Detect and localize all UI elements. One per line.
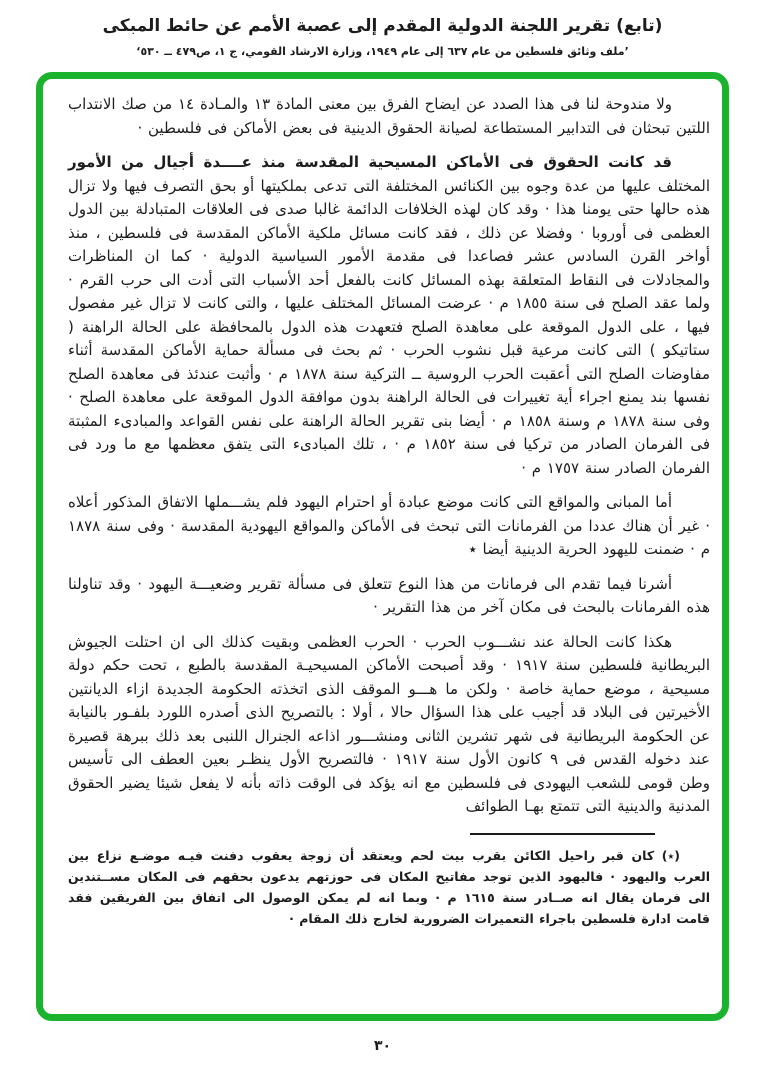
document-title: (تابع) تقرير اللجنة الدولية المقدم إلى عصبة الأمم عن حائط المبكى	[102, 16, 663, 36]
paragraph-3: أما المبانى والمواقع التى كانت موضع عبادة أو احترام اليهود فلم يشـــملها الاتفاق المذكور أعلاه · غير أن هناك عددا من الفرمانات التى تبحث فى الأماكن والمواقع اليهودية المقدسة · وفى سنة ١٨٧٨ م · ضمنت لليهود الحرية الدينية أيضا ٭	[68, 493, 710, 558]
paragraph-5: هكذا كانت الحالة عند نشـــوب الحرب · الحرب العظمى وبقيت كذلك الى ان احتلت الجيوش البريطانية فلسطين سنة ١٩١٧ · وقد أصبحت الأماكن المسيحيـة المقدسة بالطبع ، تحت حكم دولة مسيحية ، موضع حماية خاصة · ولكن ما هـــو الموقف الذى اتخذته الحكومة الجديدة ازاء الديانتين الأخيرتين فى البلاد قد أجيب على هذا السؤال حالا ، أولا : بالتصريح الذى أصدره اللورد بلفـور بالنيابة عن الحكومة البريطانية فى شهر تشرين الثانى ومنشـــور اذاعه الجنرال اللنبى بعد ذلك ببرهة قصيرة عند دخوله القدس فى ٩ كانون الأول سنة ١٩١٧ · فالتصريح الأول ينظـر بعين العطف الى تأسيس وطن قومى للشعب اليهودى فى فلسطين مع انه يؤكد فى الوقت ذاته بأنه لا يفعل شيئا يضير الحقوق المدنية والدينية التى تتمتع بهـا الطوائف	[68, 632, 710, 815]
footnote-separator	[470, 833, 655, 835]
page-number: ٣٠	[373, 1038, 392, 1054]
paragraph-2-lead: قد كانت الحقوق فى الأماكن المسيحية المقدسة منذ عــــدة أجيال من الأمور	[68, 153, 672, 171]
paragraph-2	[68, 151, 710, 480]
paragraph-4: أشرنا فيما تقدم الى فرمانات من هذا النوع تتعلق فى مسألة تقرير وضعيـــة اليهود · وقد تناولنا هذه الفرمانات بالبحث فى مكان آخر من هذا التقرير ·	[68, 574, 710, 616]
green-border-frame	[36, 72, 729, 1021]
paragraph-2-rest: المختلف عليها من عدة وجوه بين الكنائس المختلفة التى تدعى بملكيتها أو بحق التصرف فيها ولا تزال هذه حالها حتى يومنا هذا · وقد كان لهذه الخلافات الدائمة غالبا صدى فى العلاقات المتبادلة بين الدول العظمى فى أوروبا · وفضلا عن ذلك ، فقد كانت مسائل ملكية الأماكن المقدسة فى فلسطين ، منذ أواخر القرن السادس عشر فصاعدا فى مقدمة الأمور السياسية الدولية · كما ان المناظرات والمجادلات فى النقاط المتعلقة بهذه المسائل كانت بالفعل أحد الأسباب التى أدت الى حرب القرم · ولما عقد الصلح فى سنة ١٨٥٥ م · عرضت المسائل المختلف عليها ، والتى كانت لا تزال غير مفصول فيها ، على الدول الموقعة على معاهدة الصلح فتعهدت هذه الدول بالمحافظة على الحالة الراهنة ( ستاتيكو ) التى كانت مرعية قبل نشوب الحرب · ثم بحث فى مسألة حماية الأماكن المقدسة أثناء مفاوضات الصلح التى أعقبت الحرب الروسية ــ التركية سنة ١٨٧٨ م · وأثبت عندئذ فى معاهدة الصلح نفسها بند يمنع اجراء أية تغييرات فى الحالة الراهنة بدون موافقة الدول الموقعة على معاهدة الصلح · وفى سنة ١٨٧٨ م وسنة ١٨٥٨ م · أيضا بنى تقرير الحالة الراهنة على نفس القواعد والمبادىء المثبتة فى الفرمان الصادر من تركيا فى سنة ١٨٥٢ م · ، تلك المبادىء التى يتفق معظمها مع ما ورد فى الفرمان الصادر سنة ١٧٥٧ م ·	[68, 176, 710, 477]
footnote-text: (٭) كان قبر راحيل الكائن بقرب بيت لحم ويعتقد أن زوجة يعقوب دفنت فيـه موضـع نزاع بين العرب واليهود · فاليهود الذين توجد مفاتيح المكان فى حوزتهم يدعون بحقهم فى المكان مســتندين الى فرمان يقال انه صــادر سنة ١٦١٥ م · وبما انه لم يمكن الوصول الى اتفاق بين الفريقين فقد قامت ادارة فلسطين باجراء التعميرات الضرورية لخارج ذلك المقام ·	[68, 847, 710, 926]
paragraph-1: ولا مندوحة لنا فى هذا الصدد عن ايضاح الفرق بين معنى المادة ١٣ والمـادة ١٤ من صك الانتداب اللتين تبحثان فى التدابير المستطاعة لصيانة الحقوق الدينية فى بعض الأماكن فى فلسطين ·	[68, 95, 710, 137]
page-header	[0, 0, 765, 58]
document-source-line: ’ملف وثائق فلسطين من عام ٦٣٧ إلى عام ١٩٤٩، وزارة الارشاد القومي، ج ١، ص٤٧٩ ــ ٥٣٠‘	[136, 45, 629, 58]
